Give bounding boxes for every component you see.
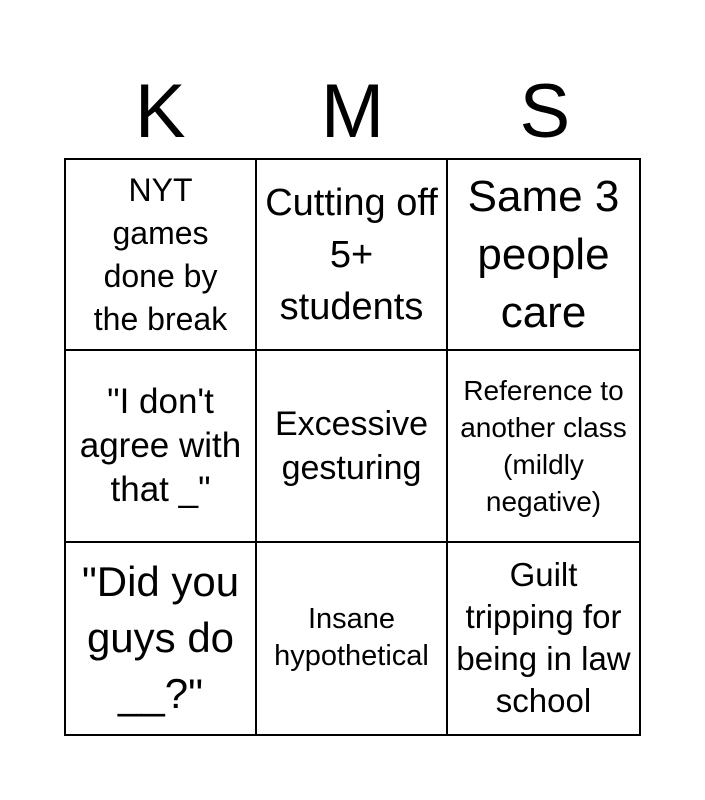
bingo-cell-r2-c1[interactable]: [66, 351, 257, 542]
bingo-cell-text: Insane hypothetical: [274, 603, 429, 673]
bingo-cell-r2-c3[interactable]: [448, 351, 639, 542]
bingo-cell-r3-c2[interactable]: [257, 543, 448, 734]
bingo-cell-r1-c2[interactable]: [257, 160, 448, 351]
bingo-header: [64, 69, 641, 154]
bingo-cell-r3-c3[interactable]: [448, 543, 639, 734]
header-letter-k: K: [134, 69, 186, 154]
bingo-cell-r1-c1[interactable]: [66, 160, 257, 351]
bingo-cell-r3-c1[interactable]: [66, 543, 257, 734]
bingo-cell-r2-c2[interactable]: [257, 351, 448, 542]
bingo-cell-text: Guilt tripping for being in law school: [456, 556, 631, 720]
bingo-cell-text: "Did you guys do __?": [81, 558, 240, 718]
header-letter-s: S: [519, 69, 571, 154]
bingo-cell-text: Excessive gesturing: [274, 404, 429, 487]
bingo-cell-text: Same 3 people care: [467, 171, 620, 337]
bingo-cell-text: NYT games done by the break: [93, 171, 228, 337]
header-letter-m: M: [320, 69, 385, 154]
bingo-cell-text: Reference to another class (mildly negative): [460, 374, 627, 517]
bingo-cell-r1-c3[interactable]: [448, 160, 639, 351]
bingo-grid: [64, 158, 641, 736]
bingo-cell-text: Cutting off 5+ students: [265, 181, 438, 328]
bingo-cell-text: "I don't agree with that _": [79, 381, 242, 509]
